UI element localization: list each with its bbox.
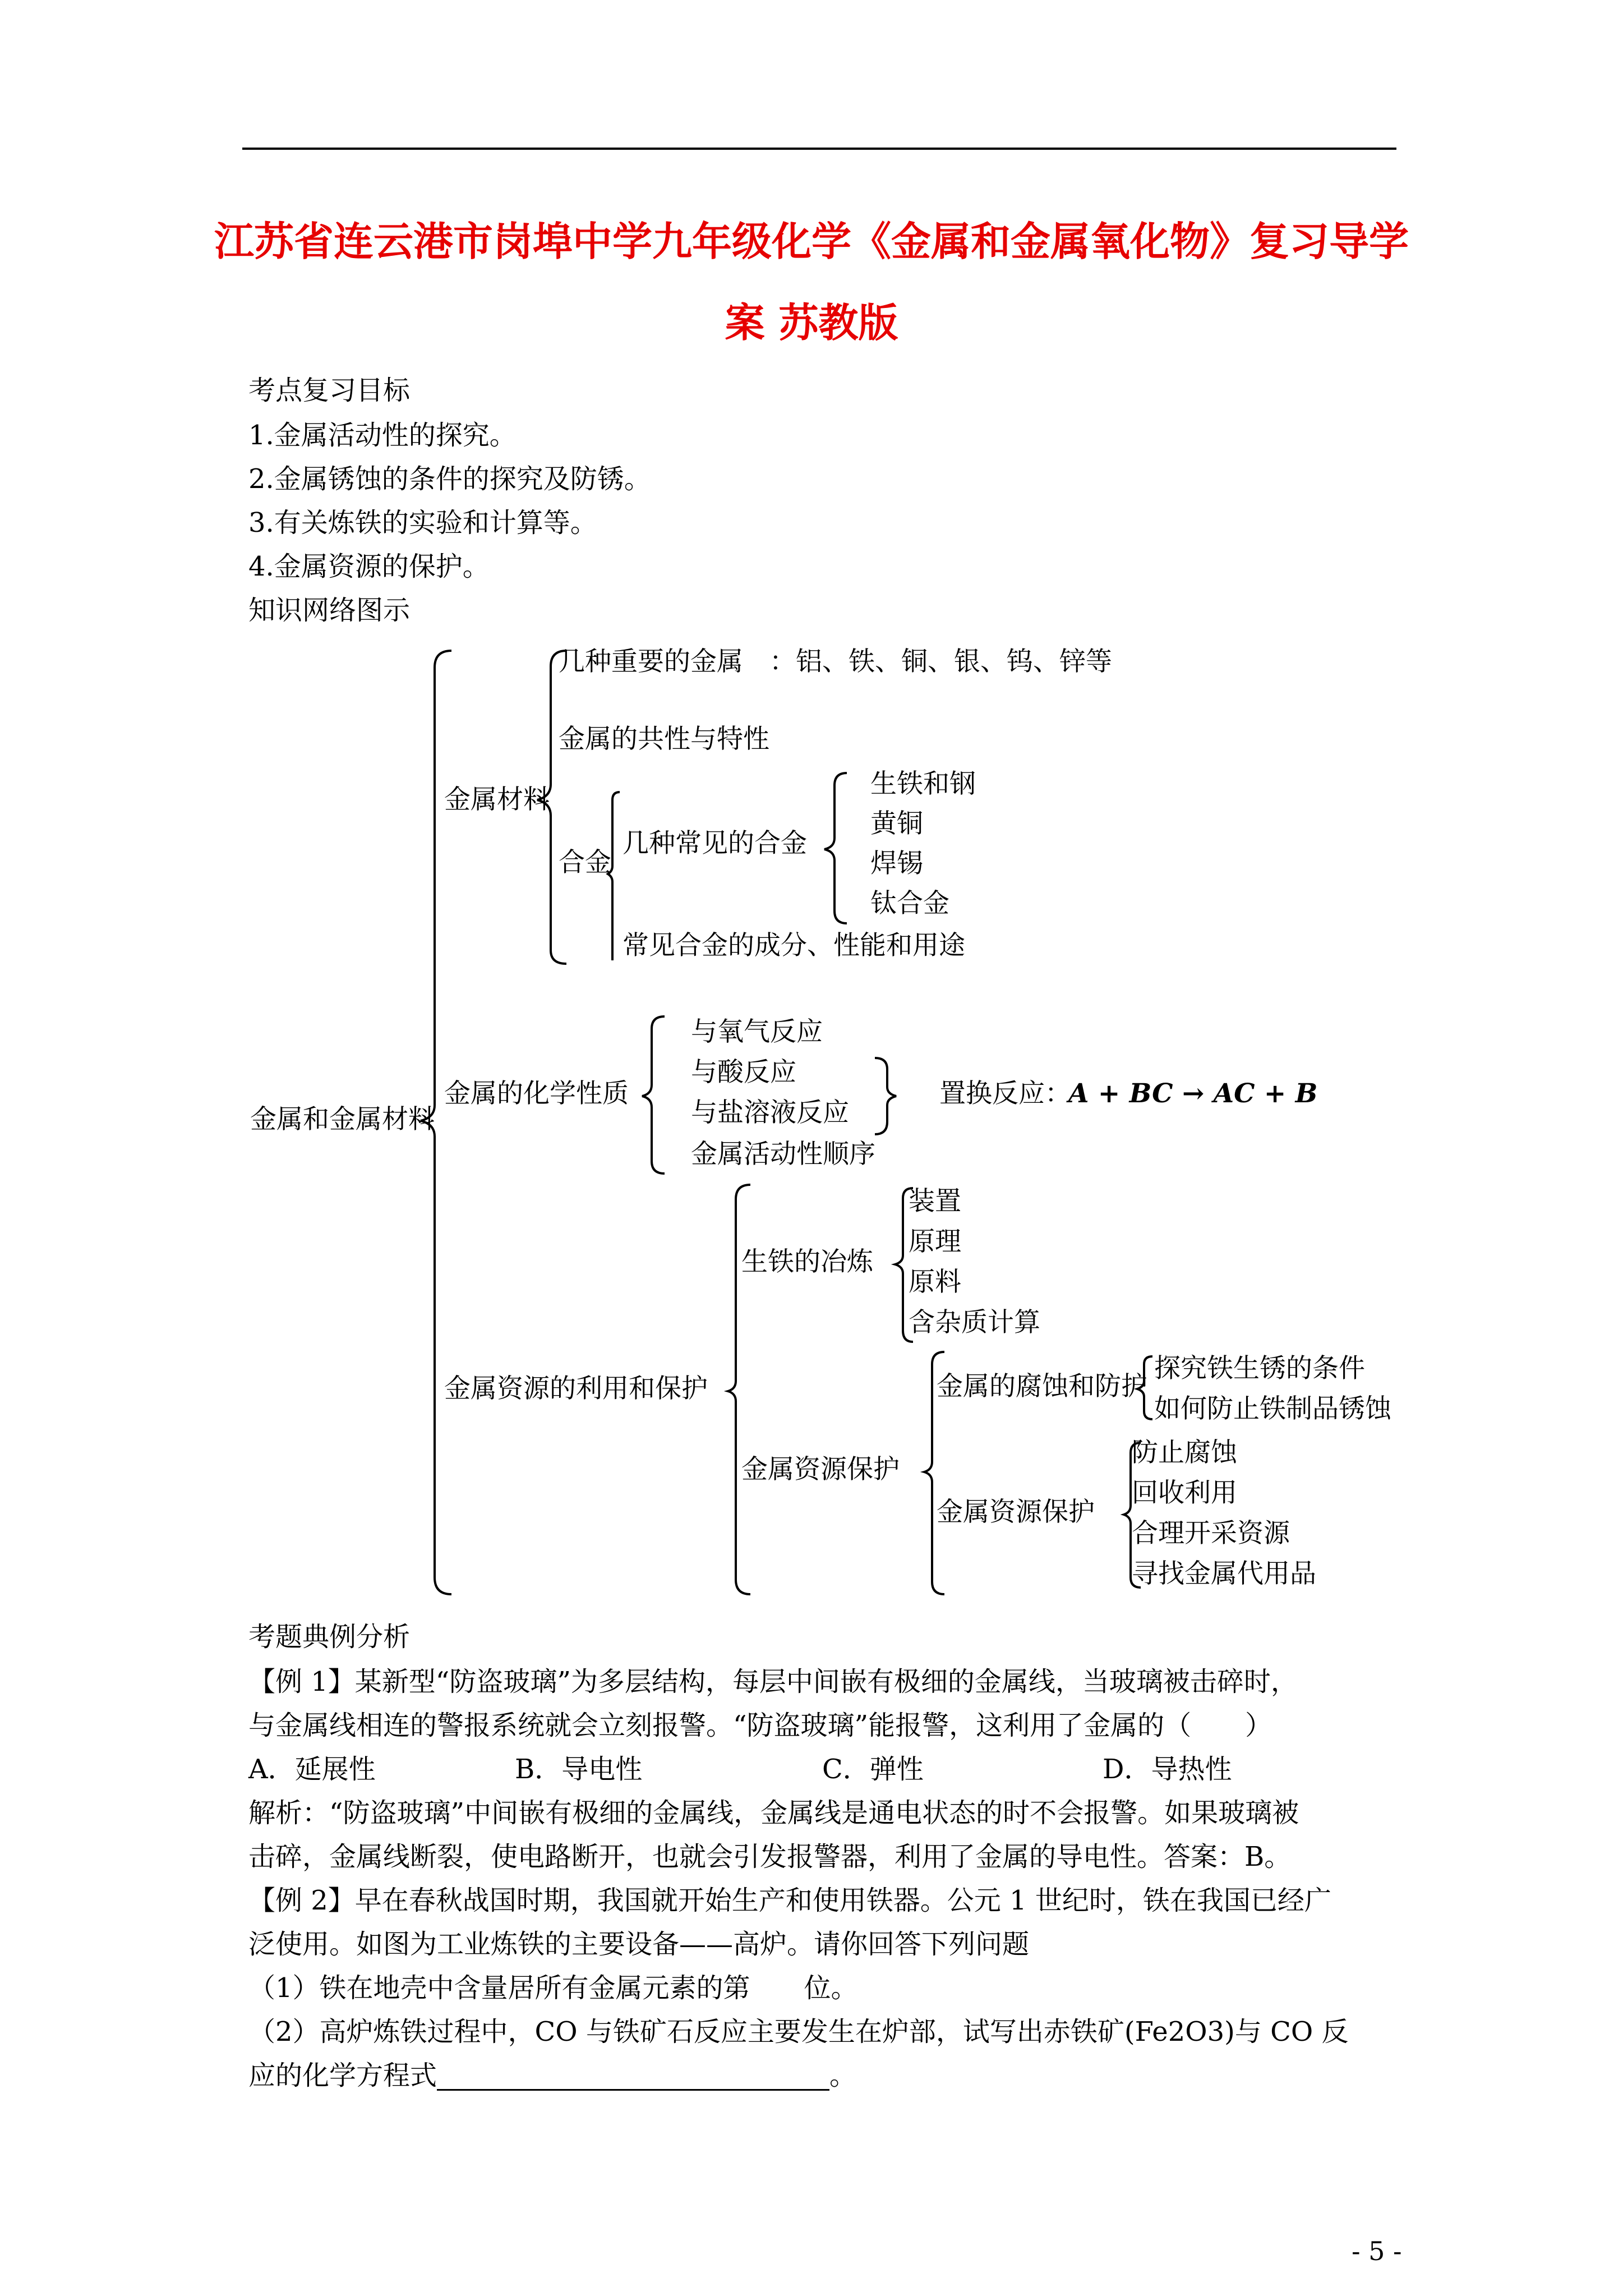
node-replacement-label: 置换反应： [939,1078,1071,1109]
page-number: - 5 - [1352,2236,1402,2266]
objective-item-1: 1.金属活动性的探究。 [248,420,517,451]
node-resources: 金属资源的利用和保护 [444,1373,708,1404]
document-title-line1: 江苏省连云港市岗埠中学九年级化学《金属和金属氧化物》复习导学 [214,218,1409,265]
node-chemical-item-1: 与氧气反应 [691,1016,823,1047]
node-corrosion-item-2: 如何防止铁制品锈蚀 [1154,1393,1391,1424]
node-important-metals: 几种重要的金属 [559,646,743,677]
option-d: D．导热性 [1103,1754,1232,1785]
node-chemical-item-3: 与盐溶液反应 [691,1097,849,1128]
node-alloy-item-4: 钛合金 [870,888,949,919]
node-alloy-item-1: 生铁和钢 [870,769,976,799]
objective-item-3: 3.有关炼铁的实验和计算等。 [248,507,597,539]
node-protection-item-1: 防止腐蚀 [1132,1437,1237,1468]
question-2-line1: （2）高炉炼铁过程中，CO 与铁矿石反应主要发生在炉部，试写出赤铁矿(Fe2O3)与 CO 反 [248,2016,1349,2047]
answer-blank[interactable] [437,2062,829,2091]
node-replacement-formula: A + BC → AC + B [1068,1078,1318,1109]
question-2-suffix: 。 [829,2060,857,2091]
analysis-line2: 击碎，金属线断裂，使电路断开，也就会引发报警器，利用了金属的导电性。答案：B。 [248,1841,1292,1872]
example1-line2: 与金属线相连的警报系统就会立刻报警。“防盗玻璃”能报警，这利用了金属的（ ） [248,1710,1272,1741]
analysis-line1: 解析：“防盗玻璃”中间嵌有极细的金属线，金属线是通电状态的时不会报警。如果玻璃被 [248,1797,1299,1829]
node-alloy-item-2: 黄铜 [870,808,923,839]
example2-line2: 泛使用。如图为工业炼铁的主要设备——高炉。请你回答下列问题 [248,1929,1030,1960]
reaction-brace [875,1058,896,1134]
node-protection: 金属资源保护 [741,1454,900,1485]
node-protection-item-4: 寻找金属代用品 [1132,1558,1316,1589]
question-2-line2 [248,2062,856,2091]
network-heading: 知识网络图示 [248,595,411,626]
node-smelting-item-4: 含杂质计算 [909,1307,1040,1338]
node-important-metals-list: ：铝、铁、铜、银、钨、锌等 [769,646,1112,677]
node-chemical-item-2: 与酸反应 [691,1057,796,1088]
node-smelting-item-3: 原料 [909,1267,961,1297]
example2-line1: 【例 2】早在春秋战国时期，我国就开始生产和使用铁器。公元 1 世纪时，铁在我国已经广 [248,1885,1331,1916]
node-chemical-item-4: 金属活动性顺序 [691,1139,875,1170]
node-protection-item-3: 合理开采资源 [1132,1518,1290,1549]
node-corrosion-item-1: 探究铁生锈的条件 [1154,1353,1365,1384]
option-c: C．弹性 [822,1754,924,1785]
question-2-prefix: 应的化学方程式 [248,2060,437,2091]
node-chemical: 金属的化学性质 [444,1078,629,1109]
node-alloy-props: 常见合金的成分、性能和用途 [623,930,965,961]
node-alloy-item-3: 焊锡 [870,848,923,879]
node-corrosion: 金属的腐蚀和防护 [937,1371,1147,1402]
objective-item-4: 4.金属资源的保护。 [248,551,490,582]
node-smelting-item-2: 原理 [909,1226,961,1257]
node-materials: 金属材料 [444,784,550,815]
examples-heading: 考题典例分析 [248,1621,411,1653]
example1-line1: 【例 1】某新型“防盗玻璃”为多层结构，每层中间嵌有极细的金属线，当玻璃被击碎时， [248,1666,1298,1697]
option-a: A．延展性 [248,1754,376,1785]
network-root: 金属和金属材料 [250,1104,435,1135]
node-smelting-item-1: 装置 [909,1186,961,1217]
question-1: （1）铁在地壳中含量居所有金属元素的第 位。 [248,1972,858,2004]
node-smelting: 生铁的冶炼 [741,1246,873,1277]
document-title-line2: 案 苏教版 [725,299,898,346]
node-protection-sub: 金属资源保护 [937,1497,1095,1527]
chemical-brace [642,1016,665,1174]
node-protection-item-2: 回收利用 [1132,1478,1237,1508]
node-common-special: 金属的共性与特性 [559,724,769,754]
node-common-alloys: 几种常见的合金 [623,828,807,859]
alloy-list-brace [824,773,847,923]
objective-item-2: 2.金属锈蚀的条件的探究及防锈。 [248,463,651,495]
objectives-heading: 考点复习目标 [248,375,411,406]
node-alloy: 合金 [559,847,611,878]
option-b: B．导电性 [515,1754,643,1785]
